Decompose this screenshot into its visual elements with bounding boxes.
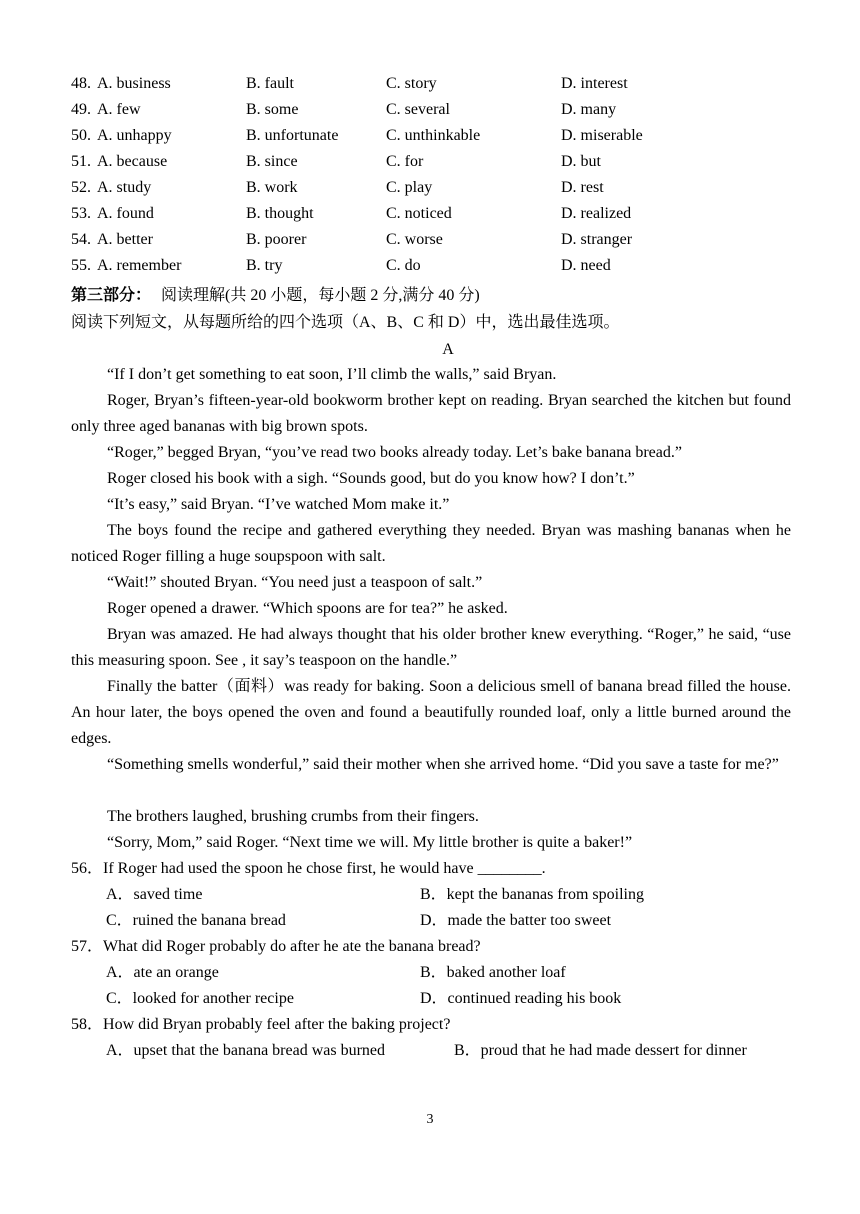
question-text: What did Roger probably do after he ate the banana bread? — [103, 938, 481, 955]
option-row-55 — [0, 256, 860, 276]
question-text: If Roger had used the spoon he chose first, he would have ________. — [103, 860, 546, 877]
option-c: C. several — [386, 101, 450, 118]
question-number: 50. — [71, 127, 91, 144]
question-number: 52. — [71, 179, 91, 196]
option-row-51 — [0, 152, 860, 172]
passage-paragraph: Finally the batter（面料）was ready for baking. Soon a delicious smell of banana bread filled the house. An hour later, the boys opened the oven and found a beautifully rounded loaf, only a little burned around the edges. — [71, 678, 791, 747]
question-text: How did Bryan probably feel after the baking project? — [103, 1016, 451, 1033]
option-c: C. story — [386, 75, 437, 92]
passage-paragraph: “It’s easy,” said Bryan. “I’ve watched Mom make it.” — [107, 496, 450, 513]
choice-b: B．kept the bananas from spoiling — [420, 886, 644, 903]
option-d: D. rest — [561, 179, 604, 196]
passage-paragraph: Roger opened a drawer. “Which spoons are for tea?” he asked. — [107, 600, 508, 617]
passage-paragraph: “If I don’t get something to eat soon, I’ll climb the walls,” said Bryan. — [107, 366, 557, 383]
option-b: B. some — [246, 101, 299, 118]
option-a: A. few — [97, 101, 141, 118]
option-a: A. study — [97, 179, 152, 196]
choice-c: C．looked for another recipe — [106, 990, 294, 1007]
passage-paragraph: Roger, Bryan’s fifteen-year-old bookworm brother kept on reading. Bryan searched the kitchen but found only three aged bananas with big brown spots. — [71, 392, 791, 435]
option-a: A. business — [97, 75, 171, 92]
option-row-49 — [0, 100, 860, 120]
choice-b: B．baked another loaf — [420, 964, 566, 981]
question-number: 53. — [71, 205, 91, 222]
section-instructions: 阅读下列短文，从每题所给的四个选项（A、B、C 和 D）中，选出最佳选项。 — [71, 314, 620, 331]
question-number: 55. — [71, 257, 91, 274]
option-c: C. unthinkable — [386, 127, 481, 144]
option-d: D. need — [561, 257, 611, 274]
question-number: 49. — [71, 101, 91, 118]
option-b: B. fault — [246, 75, 294, 92]
passage-paragraph: The brothers laughed, brushing crumbs from their fingers. — [107, 808, 479, 825]
section-heading — [71, 286, 480, 306]
passage-paragraph: Bryan was amazed. He had always thought that his older brother knew everything. “Roger,” he said, “use this measuring spoon. See , it say’s teaspoon on the handle.” — [71, 626, 791, 669]
passage-paragraph: The boys found the recipe and gathered everything they needed. Bryan was mashing bananas when he noticed Roger filling a huge soupspoon with salt. — [71, 522, 791, 565]
passage-label: A — [442, 341, 454, 358]
choice-a: A．upset that the banana bread was burned — [106, 1042, 386, 1059]
option-d: D. realized — [561, 205, 632, 222]
option-row-53 — [0, 204, 860, 224]
page-number: 3 — [426, 1112, 434, 1127]
option-b: B. unfortunate — [246, 127, 339, 144]
question-number: 48. — [71, 75, 91, 92]
option-a: A. unhappy — [97, 127, 172, 144]
choice-d: D．continued reading his book — [420, 990, 622, 1007]
question-stem — [71, 1015, 450, 1035]
option-d: D. many — [561, 101, 617, 118]
question-number: 56． — [71, 860, 104, 877]
option-d: D. stranger — [561, 231, 633, 248]
option-c: C. play — [386, 179, 433, 196]
option-c: C. worse — [386, 231, 443, 248]
option-row-52 — [0, 178, 860, 198]
option-b: B. poorer — [246, 231, 307, 248]
question-number: 57． — [71, 938, 104, 955]
option-d: D. but — [561, 153, 601, 170]
option-a: A. because — [97, 153, 168, 170]
passage-paragraph: “Wait!” shouted Bryan. “You need just a teaspoon of salt.” — [107, 574, 483, 591]
section-heading-rest: 阅读理解(共 20 小题，每小题 2 分,满分 40 分) — [161, 287, 480, 304]
option-b: B. thought — [246, 205, 314, 222]
option-row-50 — [0, 126, 860, 146]
option-d: D. interest — [561, 75, 628, 92]
passage-paragraph: “Something smells wonderful,” said their mother when she arrived home. “Did you save a taste for me?” — [107, 756, 779, 773]
option-b: B. work — [246, 179, 298, 196]
option-b: B. try — [246, 257, 283, 274]
passage-paragraph: “Sorry, Mom,” said Roger. “Next time we will. My little brother is quite a baker!” — [107, 834, 633, 851]
passage-paragraph: “Roger,” begged Bryan, “you’ve read two books already today. Let’s bake banana bread.” — [107, 444, 682, 461]
option-c: C. noticed — [386, 205, 452, 222]
passage-paragraph: Roger closed his book with a sigh. “Sounds good, but do you know how? I don’t.” — [107, 470, 635, 487]
question-number: 54. — [71, 231, 91, 248]
question-number: 58． — [71, 1016, 104, 1033]
choice-b: B．proud that he had made dessert for dinner — [454, 1042, 747, 1059]
option-a: A. remember — [97, 257, 182, 274]
question-number: 51. — [71, 153, 91, 170]
choice-a: A．saved time — [106, 886, 203, 903]
option-c: C. for — [386, 153, 424, 170]
option-d: D. miserable — [561, 127, 643, 144]
choice-c: C．ruined the banana bread — [106, 912, 286, 929]
section-heading-bold: 第三部分： — [71, 287, 152, 304]
question-stem — [71, 859, 546, 879]
option-c: C. do — [386, 257, 421, 274]
option-b: B. since — [246, 153, 298, 170]
choice-d: D．made the batter too sweet — [420, 912, 612, 929]
question-stem — [71, 937, 481, 957]
option-a: A. better — [97, 231, 153, 248]
option-row-48 — [0, 74, 860, 94]
option-a: A. found — [97, 205, 154, 222]
choice-a: A．ate an orange — [106, 964, 219, 981]
option-row-54 — [0, 230, 860, 250]
